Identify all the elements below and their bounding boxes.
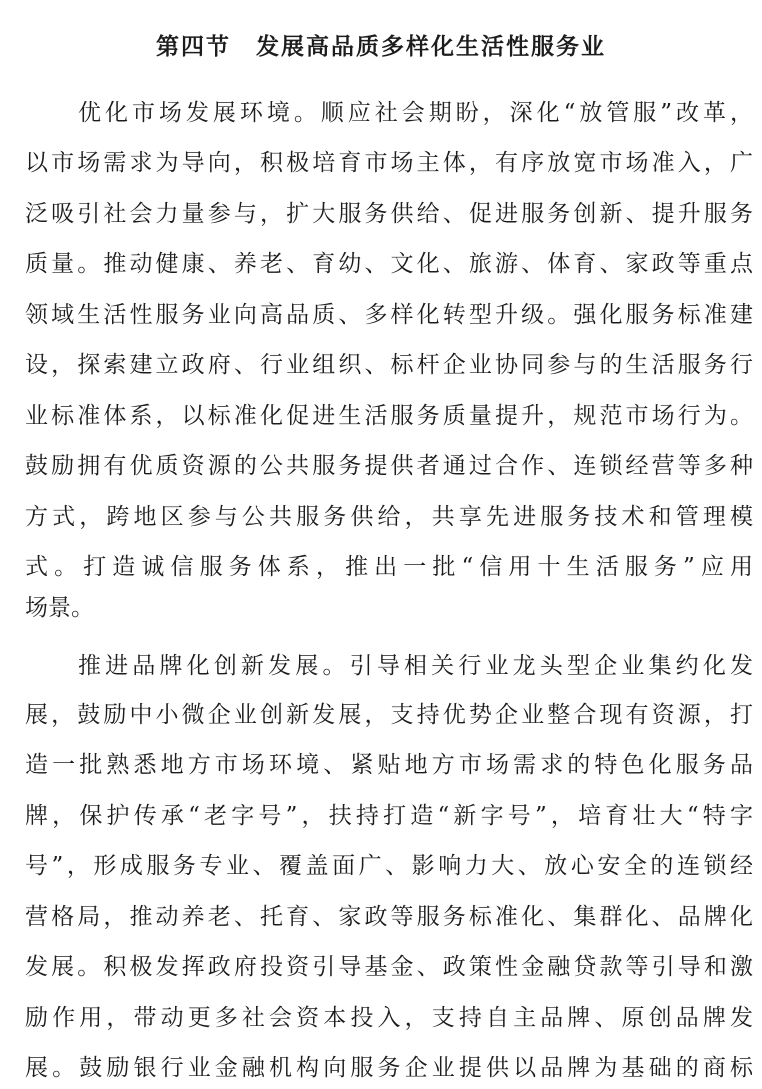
text-line: 设，探索建立政府、行业组织、标杆企业协同参与的生活服务行 xyxy=(25,352,753,378)
text-line: 励作用，带动更多社会资本投入，支持自主品牌、原创品牌发 xyxy=(25,1005,753,1031)
text-line: 以市场需求为导向，积极培育市场主体，有序放宽市场准入，广 xyxy=(25,150,753,176)
text-line: 业标准体系，以标准化促进生活服务质量提升，规范市场行为。 xyxy=(25,403,753,429)
text-line: 号”，形成服务专业、覆盖面广、影响力大、放心安全的连锁经 xyxy=(25,853,753,879)
text-line: 领域生活性服务业向高品质、多样化转型升级。强化服务标准建 xyxy=(25,302,753,328)
text-line: 展，鼓励中小微企业创新发展，支持优势企业整合现有资源，打 xyxy=(25,702,753,728)
text-line: 场景。 xyxy=(25,595,94,621)
text-line: 营格局，推动养老、托育、家政等服务标准化、集群化、品牌化 xyxy=(25,904,753,930)
text-line: 泛吸引社会力量参与，扩大服务供给、促进服务创新、提升服务 xyxy=(25,201,753,227)
section-title: 第四节 发展高品质多样化生活性服务业 xyxy=(156,34,606,60)
text-line: 推进品牌化创新发展。引导相关行业龙头型企业集约化发 xyxy=(78,653,753,679)
text-line: 发展。积极发挥政府投资引导基金、政策性金融贷款等引导和激 xyxy=(25,954,753,980)
text-line: 方式，跨地区参与公共服务供给，共享先进服务技术和管理模 xyxy=(25,504,753,530)
text-line: 展。鼓励银行业金融机构向服务企业提供以品牌为基础的商标 xyxy=(25,1055,753,1081)
text-line: 牌，保护传承“老字号”，扶持打造“新字号”，培育壮大“特字 xyxy=(25,803,753,829)
text-line: 式。打造诚信服务体系，推出一批“信用十生活服务”应用 xyxy=(25,554,753,580)
text-line: 质量。推动健康、养老、育幼、文化、旅游、体育、家政等重点 xyxy=(25,251,753,277)
text-line: 造一批熟悉地方市场环境、紧贴地方市场需求的特色化服务品 xyxy=(25,752,753,778)
text-line: 优化市场发展环境。顺应社会期盼，深化“放管服”改革， xyxy=(78,100,753,126)
text-line: 鼓励拥有优质资源的公共服务提供者通过合作、连锁经营等多种 xyxy=(25,453,753,479)
